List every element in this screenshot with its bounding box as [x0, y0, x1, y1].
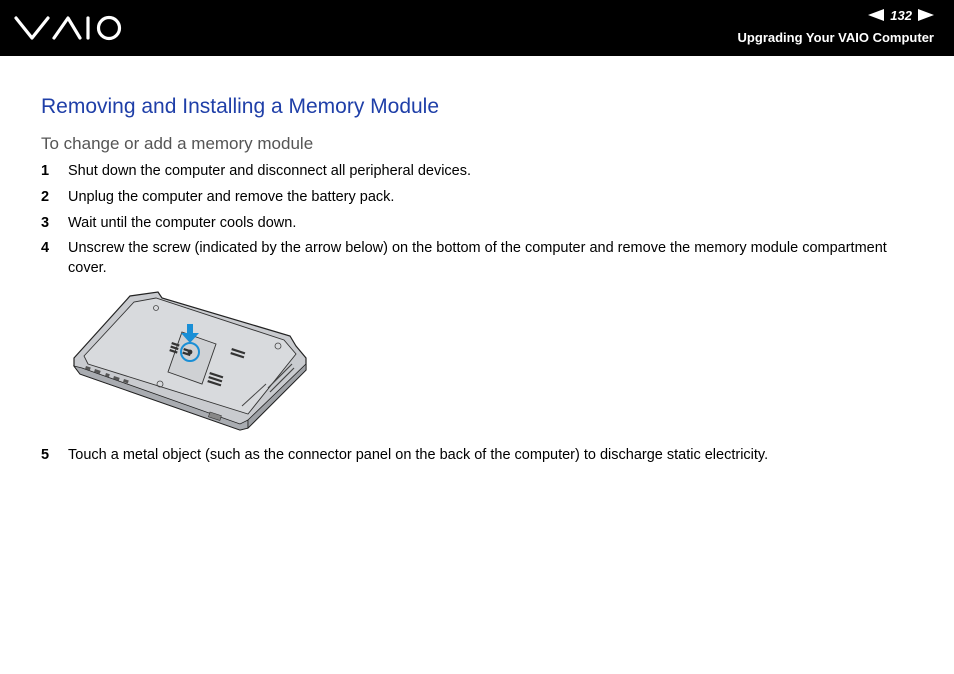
step-text: Unscrew the screw (indicated by the arrow below) on the bottom of the computer and remove the memory module compartment cover.: [68, 240, 887, 276]
step-number: 3: [41, 215, 50, 231]
page-title: Removing and Installing a Memory Module: [41, 95, 440, 118]
vaio-logo: [14, 12, 124, 44]
step-item: [41, 445, 921, 465]
page-number: 132: [890, 7, 912, 23]
step-item: [41, 213, 921, 233]
step-item: [41, 161, 921, 181]
step-text: Touch a metal object (such as the connector panel on the back of the computer) to discharge static electricity.: [68, 447, 769, 463]
step-number: 4: [41, 240, 50, 256]
step-text: Shut down the computer and disconnect all peripheral devices.: [68, 163, 472, 179]
section-title: Upgrading Your VAIO Computer: [737, 30, 934, 45]
step-text: Unplug the computer and remove the battery pack.: [68, 189, 395, 205]
next-page-arrow-icon[interactable]: [918, 9, 934, 21]
step-number: 2: [41, 189, 50, 205]
procedure-subtitle: To change or add a memory module: [41, 134, 314, 153]
laptop-bottom-illustration: [70, 288, 312, 434]
page-navigation: [868, 7, 934, 23]
step-item: [41, 238, 921, 278]
prev-page-arrow-icon[interactable]: [868, 9, 884, 21]
header-bar: [0, 0, 954, 56]
step-item: [41, 187, 921, 207]
step-text: Wait until the computer cools down.: [68, 215, 297, 231]
step-number: 1: [41, 163, 50, 179]
step-number: 5: [41, 447, 50, 463]
